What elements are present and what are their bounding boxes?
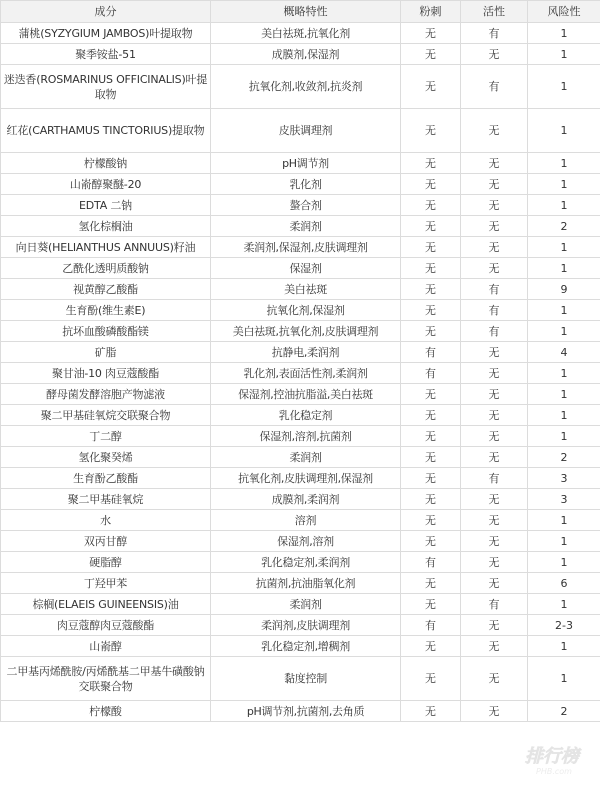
cell-ingredient-name: 丁羟甲苯 — [1, 573, 211, 594]
cell-active: 无 — [461, 109, 528, 153]
cell-acne: 无 — [401, 321, 461, 342]
cell-ingredient-name: 聚甘油-10 肉豆蔻酸酯 — [1, 363, 211, 384]
cell-active: 无 — [461, 573, 528, 594]
cell-risk: 1 — [528, 405, 600, 426]
cell-risk: 2 — [528, 701, 600, 722]
cell-properties: 柔润剂 — [211, 594, 401, 615]
table-row — [1, 657, 600, 701]
cell-properties: 柔润剂,皮肤调理剂 — [211, 615, 401, 636]
cell-active: 无 — [461, 615, 528, 636]
cell-acne: 无 — [401, 510, 461, 531]
cell-properties: 乳化稳定剂,柔润剂 — [211, 552, 401, 573]
cell-risk: 1 — [528, 363, 600, 384]
cell-active: 无 — [461, 510, 528, 531]
cell-active: 无 — [461, 636, 528, 657]
cell-active: 有 — [461, 594, 528, 615]
cell-risk: 1 — [528, 321, 600, 342]
cell-active: 无 — [461, 342, 528, 363]
cell-ingredient-name: 二甲基丙烯酰胺/丙烯酰基二甲基牛磺酸钠交联聚合物 — [1, 657, 211, 701]
cell-ingredient-name: 蒲桃(SYZYGIUM JAMBOS)叶提取物 — [1, 23, 211, 44]
header-ingredient: 成分 — [1, 1, 211, 23]
cell-risk: 1 — [528, 426, 600, 447]
cell-ingredient-name: 氢化棕榈油 — [1, 216, 211, 237]
cell-acne: 无 — [401, 65, 461, 109]
cell-risk: 1 — [528, 258, 600, 279]
table-row — [1, 44, 600, 65]
cell-active: 无 — [461, 384, 528, 405]
cell-acne: 无 — [401, 657, 461, 701]
table-row — [1, 153, 600, 174]
cell-risk: 1 — [528, 174, 600, 195]
cell-acne: 无 — [401, 468, 461, 489]
table-row — [1, 531, 600, 552]
cell-risk: 2-3 — [528, 615, 600, 636]
cell-ingredient-name: 迷迭香(ROSMARINUS OFFICINALIS)叶提取物 — [1, 65, 211, 109]
cell-properties: 乳化剂,表面活性剂,柔润剂 — [211, 363, 401, 384]
cell-active: 无 — [461, 489, 528, 510]
cell-properties: 皮肤调理剂 — [211, 109, 401, 153]
cell-ingredient-name: 矿脂 — [1, 342, 211, 363]
cell-active: 无 — [461, 216, 528, 237]
table-row — [1, 363, 600, 384]
cell-acne: 有 — [401, 615, 461, 636]
table-row — [1, 65, 600, 109]
cell-ingredient-name: 酵母菌发酵溶胞产物滤液 — [1, 384, 211, 405]
cell-risk: 1 — [528, 531, 600, 552]
cell-active: 无 — [461, 426, 528, 447]
table-row — [1, 384, 600, 405]
cell-active: 有 — [461, 279, 528, 300]
cell-acne: 无 — [401, 279, 461, 300]
cell-acne: 无 — [401, 447, 461, 468]
cell-ingredient-name: 乙酰化透明质酸钠 — [1, 258, 211, 279]
cell-active: 无 — [461, 363, 528, 384]
cell-acne: 无 — [401, 489, 461, 510]
cell-risk: 3 — [528, 489, 600, 510]
cell-risk: 2 — [528, 447, 600, 468]
cell-properties: 溶剂 — [211, 510, 401, 531]
cell-acne: 无 — [401, 44, 461, 65]
watermark-text: 排行榜 — [525, 746, 579, 767]
cell-properties: 成膜剂,柔润剂 — [211, 489, 401, 510]
watermark-logo — [512, 740, 592, 780]
cell-properties: 保湿剂,溶剂,抗菌剂 — [211, 426, 401, 447]
cell-active: 无 — [461, 552, 528, 573]
table-row — [1, 636, 600, 657]
table-row — [1, 573, 600, 594]
cell-active: 无 — [461, 44, 528, 65]
cell-properties: 柔润剂 — [211, 447, 401, 468]
table-row — [1, 510, 600, 531]
cell-ingredient-name: 柠檬酸钠 — [1, 153, 211, 174]
cell-risk: 4 — [528, 342, 600, 363]
cell-properties: 抗氧化剂,皮肤调理剂,保湿剂 — [211, 468, 401, 489]
cell-properties: 美白祛斑 — [211, 279, 401, 300]
cell-acne: 无 — [401, 426, 461, 447]
cell-acne: 无 — [401, 258, 461, 279]
table-row — [1, 300, 600, 321]
cell-active: 无 — [461, 258, 528, 279]
cell-active: 无 — [461, 657, 528, 701]
cell-ingredient-name: 聚二甲基硅氧烷交联聚合物 — [1, 405, 211, 426]
header-properties: 概略特性 — [211, 1, 401, 23]
cell-properties: 抗氧化剂,收敛剂,抗炎剂 — [211, 65, 401, 109]
cell-acne: 无 — [401, 195, 461, 216]
cell-risk: 3 — [528, 468, 600, 489]
table-row — [1, 701, 600, 722]
cell-risk: 2 — [528, 216, 600, 237]
cell-risk: 6 — [528, 573, 600, 594]
cell-ingredient-name: 棕榈(ELAEIS GUINEENSIS)油 — [1, 594, 211, 615]
cell-ingredient-name: 聚季铵盐-51 — [1, 44, 211, 65]
cell-acne: 无 — [401, 531, 461, 552]
cell-acne: 无 — [401, 23, 461, 44]
cell-properties: 乳化剂 — [211, 174, 401, 195]
cell-active: 无 — [461, 174, 528, 195]
table-row — [1, 279, 600, 300]
cell-ingredient-name: 山嵛醇 — [1, 636, 211, 657]
cell-risk: 1 — [528, 109, 600, 153]
cell-risk: 1 — [528, 552, 600, 573]
cell-ingredient-name: 抗坏血酸磷酸酯镁 — [1, 321, 211, 342]
cell-ingredient-name: 氢化聚癸烯 — [1, 447, 211, 468]
cell-active: 有 — [461, 300, 528, 321]
cell-properties: 黏度控制 — [211, 657, 401, 701]
cell-properties: 乳化稳定剂 — [211, 405, 401, 426]
header-acne: 粉刺 — [401, 1, 461, 23]
table-row — [1, 447, 600, 468]
cell-risk: 1 — [528, 594, 600, 615]
table-row — [1, 109, 600, 153]
cell-active: 无 — [461, 531, 528, 552]
cell-active: 无 — [461, 701, 528, 722]
table-row — [1, 174, 600, 195]
table-row — [1, 195, 600, 216]
table-row — [1, 489, 600, 510]
cell-risk: 1 — [528, 384, 600, 405]
table-row — [1, 342, 600, 363]
cell-ingredient-name: 丁二醇 — [1, 426, 211, 447]
cell-acne: 有 — [401, 363, 461, 384]
cell-properties: pH调节剂,抗菌剂,去角质 — [211, 701, 401, 722]
cell-ingredient-name: 柠檬酸 — [1, 701, 211, 722]
cell-risk: 1 — [528, 153, 600, 174]
cell-acne: 无 — [401, 237, 461, 258]
cell-active: 有 — [461, 23, 528, 44]
cell-properties: 美白祛斑,抗氧化剂 — [211, 23, 401, 44]
cell-properties: 抗菌剂,抗油脂氧化剂 — [211, 573, 401, 594]
watermark-subtext: PHB.com — [536, 767, 572, 776]
cell-active: 有 — [461, 321, 528, 342]
cell-properties: 柔润剂 — [211, 216, 401, 237]
cell-ingredient-name: 生育酚(维生素E) — [1, 300, 211, 321]
cell-active: 无 — [461, 153, 528, 174]
cell-properties: 抗静电,柔润剂 — [211, 342, 401, 363]
cell-acne: 无 — [401, 174, 461, 195]
cell-acne: 无 — [401, 594, 461, 615]
cell-ingredient-name: 红花(CARTHAMUS TINCTORIUS)提取物 — [1, 109, 211, 153]
cell-properties: 柔润剂,保湿剂,皮肤调理剂 — [211, 237, 401, 258]
table-row — [1, 468, 600, 489]
cell-active: 无 — [461, 405, 528, 426]
cell-properties: 抗氧化剂,保湿剂 — [211, 300, 401, 321]
cell-ingredient-name: EDTA 二钠 — [1, 195, 211, 216]
table-row — [1, 615, 600, 636]
cell-acne: 无 — [401, 405, 461, 426]
table-row — [1, 405, 600, 426]
cell-properties: 保湿剂 — [211, 258, 401, 279]
cell-risk: 1 — [528, 510, 600, 531]
table-row — [1, 552, 600, 573]
cell-active: 有 — [461, 468, 528, 489]
cell-ingredient-name: 双丙甘醇 — [1, 531, 211, 552]
cell-acne: 无 — [401, 216, 461, 237]
cell-active: 有 — [461, 65, 528, 109]
cell-active: 无 — [461, 195, 528, 216]
cell-risk: 1 — [528, 237, 600, 258]
table-row — [1, 426, 600, 447]
cell-ingredient-name: 向日葵(HELIANTHUS ANNUUS)籽油 — [1, 237, 211, 258]
cell-risk: 1 — [528, 657, 600, 701]
cell-properties: 螯合剂 — [211, 195, 401, 216]
cell-active: 无 — [461, 237, 528, 258]
cell-acne: 无 — [401, 300, 461, 321]
table-header-row — [1, 1, 600, 23]
cell-acne: 无 — [401, 573, 461, 594]
cell-risk: 9 — [528, 279, 600, 300]
cell-ingredient-name: 视黄醇乙酸酯 — [1, 279, 211, 300]
table-row — [1, 237, 600, 258]
cell-active: 无 — [461, 447, 528, 468]
header-risk: 风险性 — [528, 1, 600, 23]
table-row — [1, 216, 600, 237]
cell-properties: 保湿剂,控油抗脂溢,美白祛斑 — [211, 384, 401, 405]
cell-ingredient-name: 生育酚乙酸酯 — [1, 468, 211, 489]
cell-properties: 保湿剂,溶剂 — [211, 531, 401, 552]
cell-properties: 美白祛斑,抗氧化剂,皮肤调理剂 — [211, 321, 401, 342]
cell-ingredient-name: 水 — [1, 510, 211, 531]
table-body — [1, 23, 600, 722]
cell-risk: 1 — [528, 44, 600, 65]
cell-ingredient-name: 硬脂醇 — [1, 552, 211, 573]
cell-risk: 1 — [528, 65, 600, 109]
cell-ingredient-name: 聚二甲基硅氧烷 — [1, 489, 211, 510]
cell-risk: 1 — [528, 195, 600, 216]
cell-risk: 1 — [528, 636, 600, 657]
header-active: 活性 — [461, 1, 528, 23]
cell-properties: pH调节剂 — [211, 153, 401, 174]
cell-acne: 无 — [401, 109, 461, 153]
cell-acne: 有 — [401, 342, 461, 363]
cell-acne: 无 — [401, 636, 461, 657]
cell-ingredient-name: 肉豆蔻醇肉豆蔻酸酯 — [1, 615, 211, 636]
cell-acne: 有 — [401, 552, 461, 573]
cell-risk: 1 — [528, 23, 600, 44]
cell-acne: 无 — [401, 153, 461, 174]
table-row — [1, 321, 600, 342]
cell-properties: 乳化稳定剂,增稠剂 — [211, 636, 401, 657]
table-row — [1, 23, 600, 44]
cell-properties: 成膜剂,保湿剂 — [211, 44, 401, 65]
table-row — [1, 258, 600, 279]
cell-risk: 1 — [528, 300, 600, 321]
cell-acne: 无 — [401, 701, 461, 722]
cell-acne: 无 — [401, 384, 461, 405]
cell-ingredient-name: 山嵛醇聚醚-20 — [1, 174, 211, 195]
table-row — [1, 594, 600, 615]
